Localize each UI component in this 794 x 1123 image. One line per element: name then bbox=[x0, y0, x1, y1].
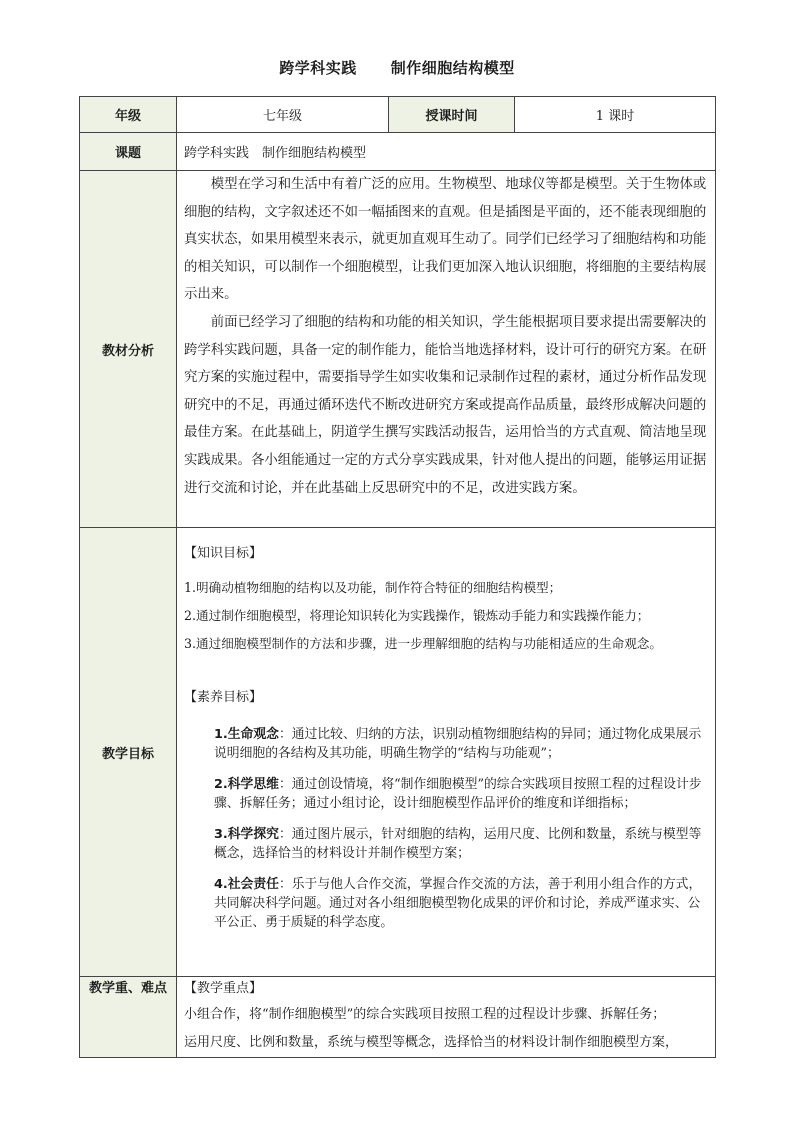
key-points-content bbox=[177, 977, 716, 1058]
topic-row bbox=[80, 133, 716, 171]
title-right: 制作细胞结构模型 bbox=[390, 59, 515, 77]
grade-value: 七年级 bbox=[177, 97, 389, 133]
literacy-heading: 【素养目标】 bbox=[184, 690, 263, 705]
key-point-line: 运用尺度、比例和数量，系统与模型等概念，选择恰当的材料设计制作细胞模型方案， bbox=[184, 1035, 679, 1050]
time-value: 1 课时 bbox=[515, 97, 716, 133]
literacy-item-text: ：通过图片展示，针对细胞的结构，运用尺度、比例和数量，系统与模型等概念，选择恰当的材料设计并制作模型方案； bbox=[214, 827, 702, 861]
lesson-plan-table bbox=[79, 96, 716, 1058]
literacy-item-text: ：乐于与他人合作交流，掌握合作交流的方法，善于利用小组合作的方式，共同解决科学问题。通过对各小组细胞模型物化成果的评价和讨论，养成严谨求实、公平公正、勇于质疑的科学态度。 bbox=[214, 877, 702, 930]
topic-label: 课题 bbox=[80, 133, 177, 171]
key-points-label: 教学重、难点 bbox=[80, 977, 177, 1058]
topic-value: 跨学科实践 制作细胞结构模型 bbox=[177, 133, 716, 171]
literacy-item-title: 3.科学探究 bbox=[214, 827, 279, 842]
literacy-item-text: ：通过创设情境，将“制作细胞模型”的综合实践项目按照工程的过程设计步骤、拆解任务；通过小组讨论，设计细胞模型作品评价的维度和详细指标； bbox=[214, 777, 702, 811]
literacy-item-title: 1.生命观念 bbox=[214, 727, 279, 742]
analysis-content bbox=[177, 171, 716, 528]
literacy-item bbox=[177, 725, 715, 763]
grade-label: 年级 bbox=[80, 97, 177, 133]
header-row bbox=[80, 97, 716, 133]
analysis-paragraph: 模型在学习和生活中有着广泛的应用。生物模型、地球仪等都是模型。关于生物体或细胞的结构，文字叙述还不如一幅插图来的直观。但是插图是平面的，还不能表现细胞的真实状态，如果用模型来表示，就更加直观耳生动了。同学们已经学习了细胞结构和功能的相关知识，可以制作一个细胞模型，让我们更加深入地认识细胞，将细胞的主要结构展示出来。 bbox=[184, 177, 707, 303]
analysis-label: 教材分析 bbox=[80, 171, 177, 528]
literacy-item bbox=[177, 875, 715, 932]
objectives-content bbox=[177, 528, 716, 977]
knowledge-item: 2.通过制作细胞模型，将理论知识转化为实践操作，锻炼动手能力和实践操作能力； bbox=[184, 608, 650, 623]
time-label: 授课时间 bbox=[389, 97, 515, 133]
objectives-row bbox=[80, 528, 716, 977]
literacy-item bbox=[177, 825, 715, 863]
literacy-item-text: ：通过比较、归纳的方法，识别动植物细胞结构的异同；通过物化成果展示说明细胞的各结构及其功能，明确生物学的“结构与功能观”； bbox=[214, 727, 702, 761]
literacy-item-title: 4.社会责任 bbox=[214, 877, 279, 892]
page-title bbox=[0, 57, 794, 78]
literacy-item bbox=[177, 775, 715, 813]
literacy-item-title: 2.科学思维 bbox=[214, 777, 279, 792]
analysis-paragraph: 前面已经学习了细胞的结构和功能的相关知识，学生能根据项目要求提出需要解决的跨学科实践问题，具备一定的制作能力，能恰当地选择材料，设计可行的研究方案。在研究方案的实施过程中，需要指导学生如实收集和记录制作过程的素材，通过分析作品发现研究中的不足，再通过循环迭代不断改进研究方案或提高作品质量，最终形成解决问题的最佳方案。在此基础上，阴道学生撰写实践活动报告，运用恰当的方式直观、简洁地呈现实践成果。各小组能通过一定的方式分享实践成果，针对他人提出的问题，能够运用证据进行交流和讨论，并在此基础上反思研究中的不足，改进实践方案。 bbox=[184, 314, 707, 496]
knowledge-item: 1.明确动植物细胞的结构以及功能，制作符合特征的细胞结构模型； bbox=[184, 580, 562, 595]
key-point-line: 小组合作，将“制作细胞模型”的综合实践项目按照工程的过程设计步骤、拆解任务； bbox=[184, 1007, 666, 1022]
knowledge-heading: 【知识目标】 bbox=[184, 546, 263, 561]
key-points-row bbox=[80, 977, 716, 1058]
title-left: 跨学科实践 bbox=[279, 59, 357, 77]
objectives-label: 教学目标 bbox=[80, 528, 177, 977]
key-points-heading: 【教学重点】 bbox=[184, 981, 263, 996]
analysis-row bbox=[80, 171, 716, 528]
knowledge-item: 3.通过细胞模型制作的方法和步骤，进一步理解细胞的结构与功能相适应的生命观念。 bbox=[184, 636, 662, 651]
